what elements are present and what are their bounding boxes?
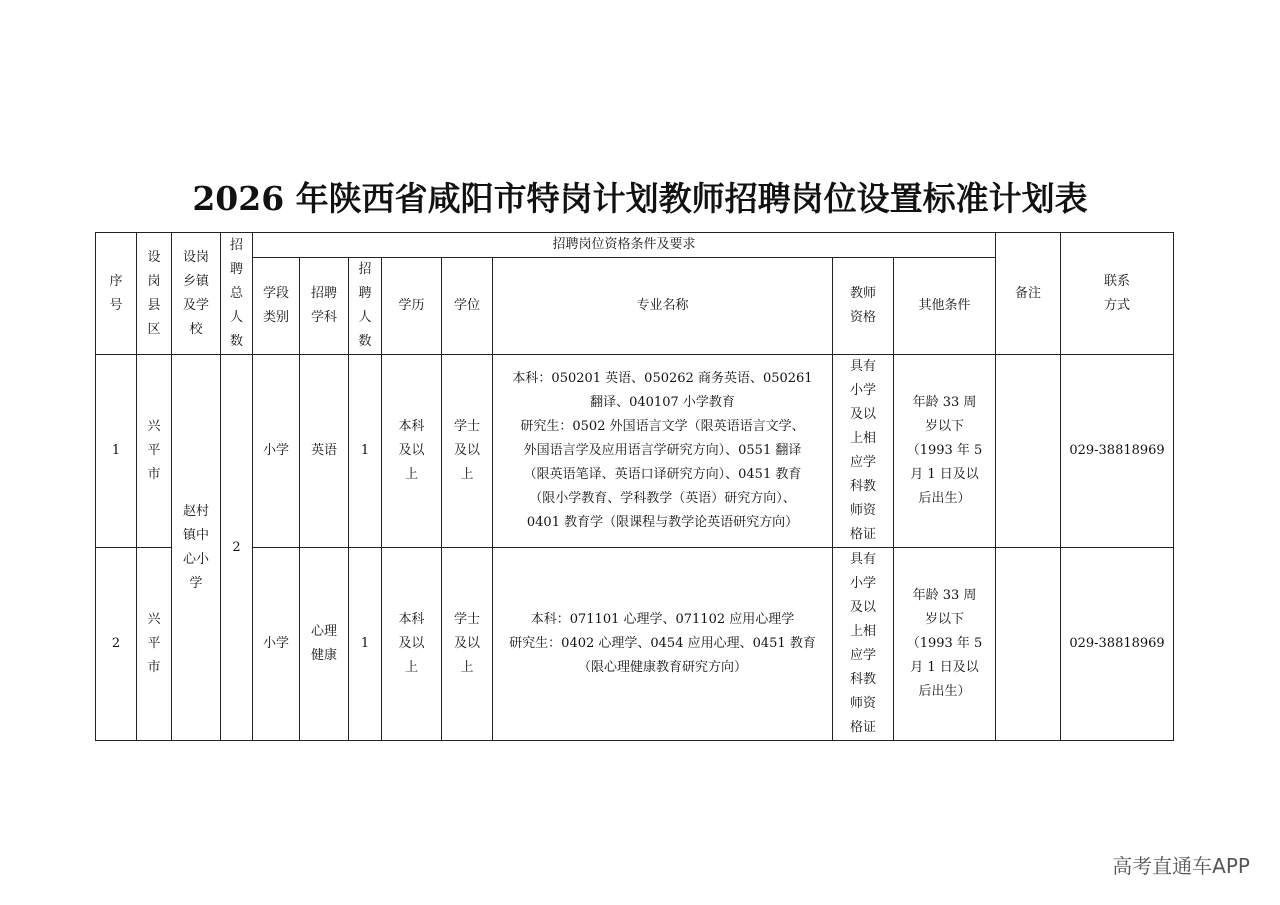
header-school: 设岗乡镇及学校 [172,233,221,355]
header-seq: 序号 [96,233,137,355]
cell-subject: 英语 [300,355,349,548]
header-qualification: 教师资格 [833,258,894,355]
header-subject: 招聘学科 [300,258,349,355]
major-line: 本科：050201 英语、050262 商务英语、050261 [512,371,813,386]
cell-qualification: 具有小学及以上相应学科教师资格证 [833,355,894,548]
cell-total: 2 [221,355,253,741]
cell-major [493,548,833,741]
cell-qualification: 具有小学及以上相应学科教师资格证 [833,548,894,741]
major-line: 研究生：0502 外国语言文学（限英语语言文学、 [520,419,805,434]
cell-count: 1 [349,355,382,548]
cell-county: 兴平市 [137,355,172,548]
cell-other: 年龄 33 周岁以下（1993 年 5 月 1 日及以后出生） [894,548,996,741]
cell-degree: 学士及以上 [442,355,493,548]
cell-count: 1 [349,548,382,741]
major-line: 研究生：0402 心理学、0454 应用心理、0451 教育 [509,636,816,651]
header-education: 学历 [382,258,442,355]
cell-stage: 小学 [253,355,300,548]
header-other: 其他条件 [894,258,996,355]
header-requirements-group: 招聘岗位资格条件及要求 [253,233,996,258]
header-count: 招聘人数 [349,258,382,355]
header-remarks: 备注 [996,233,1061,355]
cell-remarks [996,355,1061,548]
cell-seq: 2 [96,548,137,741]
header-stage: 学段类别 [253,258,300,355]
header-county: 设岗县区 [137,233,172,355]
header-major: 专业名称 [493,258,833,355]
table-row [96,355,1174,548]
cell-remarks [996,548,1061,741]
watermark: 高考直通车APP [1112,854,1250,878]
header-degree: 学位 [442,258,493,355]
header-total: 招聘总人数 [221,233,253,355]
cell-subject: 心理健康 [300,548,349,741]
cell-other: 年龄 33 周岁以下（1993 年 5 月 1 日及以后出生） [894,355,996,548]
header-row-1 [96,233,1174,258]
table-row [96,548,1174,741]
major-line: 本科：071101 心理学、071102 应用心理学 [530,612,795,627]
cell-degree: 学士及以上 [442,548,493,741]
cell-contact: 029-38818969 [1061,548,1174,741]
cell-education: 本科及以上 [382,355,442,548]
cell-education: 本科及以上 [382,548,442,741]
page-title: 2026 年陕西省咸阳市特岗计划教师招聘岗位设置标准计划表 [192,179,1088,218]
cell-school: 赵村镇中心小学 [172,355,221,741]
major-line: 外国语言学及应用语言学研究方向）、0551 翻译 [523,443,802,458]
major-line: 0401 教育学（限课程与教学论英语研究方向） [526,515,799,530]
major-line: （限小学教育、学科教学（英语）研究方向）、 [529,491,796,506]
cell-contact: 029-38818969 [1061,355,1174,548]
cell-major [493,355,833,548]
cell-stage: 小学 [253,548,300,741]
major-line: （限心理健康教育研究方向） [577,660,747,675]
cell-seq: 1 [96,355,137,548]
recruitment-plan-table [95,232,1174,741]
header-contact: 联系方式 [1061,233,1174,355]
cell-county: 兴平市 [137,548,172,741]
major-line: 翻译、040107 小学教育 [590,395,735,410]
major-line: （限英语笔译、英语口译研究方向）、0451 教育 [523,467,802,482]
